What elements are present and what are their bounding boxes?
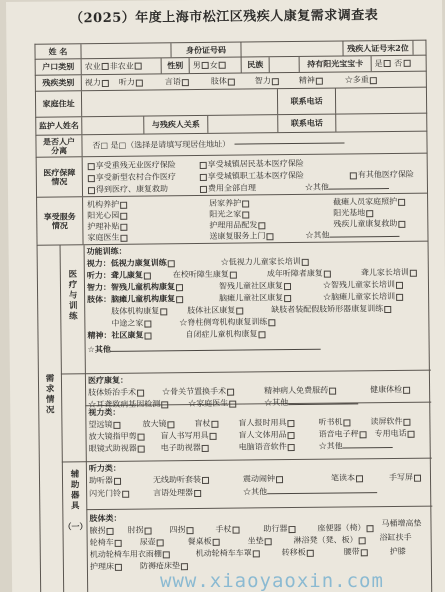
ins-4: 有其他医疗保险 — [357, 169, 414, 180]
agri-checkbox[interactable] — [102, 63, 109, 70]
vision-item: 语音电子秤 — [318, 429, 359, 439]
func-l2d: 聋儿家长培训 — [360, 267, 409, 278]
limb-checkbox[interactable] — [288, 525, 295, 532]
svc-9-checkbox[interactable] — [120, 234, 127, 241]
svc-8-checkbox[interactable] — [398, 220, 405, 227]
med-m1d: 健康体检 — [370, 384, 403, 395]
func-l7b: 自闭症儿童机构康复 — [185, 329, 258, 340]
limb-checkbox[interactable] — [361, 549, 368, 556]
hearing-other-field[interactable] — [267, 492, 377, 494]
insurance-label-line1: 医疗保障 — [43, 166, 76, 178]
svc-9: 家庭医生 — [87, 232, 120, 243]
func-l5b: 肢体社区康复 — [187, 305, 236, 316]
limb-item: 马桶增高垫 — [381, 518, 422, 529]
male-checkbox[interactable] — [202, 62, 209, 69]
ins-2: 享受新型农村合作医疗 — [95, 172, 176, 183]
form-title: （2025）年度上海市松江区残疾人康复需求调查表 — [70, 8, 379, 27]
svc-4: 阳光之家 — [209, 209, 242, 219]
name-field[interactable] — [81, 43, 171, 58]
watermark: www.xiaoyaoxin.com — [160, 570, 384, 592]
func-l4b-checkbox[interactable] — [284, 295, 291, 302]
guardian-phone-field[interactable] — [336, 114, 428, 132]
vision-checkbox[interactable] — [138, 445, 145, 452]
survey-form — [6, 0, 445, 592]
insurance-label — [37, 157, 83, 196]
limb-item: 餐桌板 — [187, 536, 212, 547]
disability-speech: 言语 — [164, 77, 181, 87]
svc-other-field[interactable] — [329, 236, 399, 238]
med-m2b: 家庭医生 — [196, 398, 229, 409]
needs-label: 需求情况 — [43, 373, 55, 416]
guardian-phone-label: 联系电话 — [278, 115, 336, 133]
hearing-checkbox[interactable] — [122, 490, 129, 497]
vision-item: 盲人文体用品 — [238, 430, 287, 440]
ins-2-checkbox[interactable] — [88, 175, 95, 182]
row-address — [35, 87, 427, 117]
svc-5: 阳光基地 — [333, 208, 366, 218]
hearing-item: 言语处理器 — [153, 488, 194, 498]
hearing-checkbox[interactable] — [114, 477, 121, 484]
func-l6b-checkbox[interactable] — [268, 319, 275, 326]
vision-item: 盲人书写用具 — [160, 430, 209, 441]
limb-item: 护理床 — [89, 561, 114, 572]
sunshine-yes-checkbox[interactable] — [384, 60, 391, 67]
func-l4b: 脑瘫儿童社区康复 — [219, 293, 284, 303]
star-icon: ☆ — [162, 387, 171, 397]
svc-10: 送康复服务上门 — [209, 231, 266, 241]
svc-6-checkbox[interactable] — [120, 223, 127, 230]
limb-checkbox[interactable] — [163, 551, 170, 558]
vision-checkbox[interactable] — [288, 432, 295, 439]
sex-label: 性别 — [162, 58, 190, 73]
disability-intellect: 智力 — [254, 76, 271, 86]
func-l2c-checkbox[interactable] — [324, 270, 331, 277]
med-m1c-checkbox[interactable] — [329, 387, 336, 394]
star-icon: ☆ — [304, 182, 314, 192]
med-other-field[interactable] — [288, 403, 358, 405]
phone-field[interactable] — [336, 88, 428, 114]
vision-item: 望远镜 — [88, 419, 113, 430]
vision-head: 视力类： — [88, 406, 121, 418]
sex-options — [190, 58, 242, 74]
star-icon: ☆ — [323, 292, 332, 302]
func-l5c-checkbox[interactable] — [384, 305, 391, 312]
med-m1b: 骨关节置换手术 — [170, 386, 227, 397]
limb-head: 肢体类： — [89, 512, 122, 524]
disability-vision: 视力 — [84, 78, 101, 88]
aids-sub-label: （一） — [63, 521, 88, 532]
func-l2d-checkbox[interactable] — [410, 269, 417, 276]
star-icon: ☆ — [220, 257, 229, 267]
svc-6: 护理补贴 — [87, 221, 120, 232]
id-label: 身份证号码 — [171, 43, 241, 58]
svc-4-checkbox[interactable] — [242, 211, 249, 218]
star-icon: ☆ — [179, 318, 188, 328]
vision-item: 其他 — [326, 441, 343, 451]
hearing-item: 其他 — [251, 487, 268, 497]
ins-1: 享受城镇居民基本医疗保险 — [207, 158, 304, 169]
svc-3: 阳光心园 — [87, 210, 120, 221]
services-label-line1: 享受服务 — [43, 210, 76, 222]
row-services — [36, 193, 428, 245]
services-options — [83, 194, 429, 245]
star-icon: ☆ — [344, 75, 353, 85]
ins-3-checkbox[interactable] — [200, 173, 207, 180]
hearing-checkbox[interactable] — [136, 79, 143, 86]
relation-field[interactable] — [208, 115, 278, 133]
disability-label: 残疾类别 — [36, 75, 82, 90]
limb-checkbox[interactable] — [359, 537, 366, 544]
limb-checkbox[interactable] — [145, 527, 152, 534]
limb-item: 护膝 — [389, 546, 406, 557]
med-m1b-checkbox[interactable] — [227, 388, 234, 395]
func-l8: 其他 — [94, 343, 111, 355]
services-label-line2: 情况 — [51, 219, 68, 231]
vision-checkbox[interactable] — [343, 419, 350, 426]
address-field[interactable] — [82, 89, 278, 116]
insurance-options — [83, 154, 429, 197]
vision-item: 电脑语音软件 — [238, 442, 287, 452]
separation-label-line1: 是否人户 — [42, 135, 76, 147]
female-label: 女 — [209, 60, 218, 70]
func-l3-checkbox[interactable] — [176, 284, 183, 291]
star-icon: ☆ — [88, 400, 97, 410]
limb-checkbox[interactable] — [253, 550, 260, 557]
ins-other-field[interactable] — [329, 188, 389, 190]
func-l4c-checkbox[interactable] — [396, 293, 403, 300]
ins-4-checkbox[interactable] — [350, 172, 357, 179]
med-m2c: 其他 — [272, 398, 289, 408]
ethnic-field[interactable] — [270, 57, 300, 72]
limb-checkbox[interactable] — [228, 78, 235, 85]
services-label — [37, 197, 83, 244]
func-l5: 肢体机构康复 — [111, 306, 160, 316]
vision-item: 盲杖 — [194, 418, 211, 429]
func-l2c: 成年听障者康复 — [266, 268, 323, 279]
hearing-item: 震动闹钟 — [242, 474, 276, 484]
no-label: 否 — [394, 58, 403, 68]
cert-label: 残疾人证号末2位 — [343, 41, 413, 56]
nonagri-label: 非农业 — [109, 61, 134, 71]
disability-limb: 肢体 — [210, 76, 227, 86]
func-l2-checkbox[interactable] — [144, 272, 151, 279]
func-l5c: 缺肢者装配假肢矫形器康复训练 — [271, 304, 384, 315]
svc-7-checkbox[interactable] — [258, 222, 265, 229]
vision-checkbox[interactable] — [288, 444, 295, 451]
vision-item: 电子助视器 — [160, 442, 201, 453]
vision-checkbox[interactable] — [287, 420, 294, 427]
vision-item: 放大镜 — [142, 419, 167, 429]
sunshine-options — [372, 56, 428, 72]
med-m1-checkbox[interactable] — [137, 389, 144, 396]
hearing-item: 笔读本 — [330, 473, 356, 483]
vision-item: 盲人报时用具 — [238, 418, 287, 428]
hearing-checkbox[interactable] — [356, 475, 363, 482]
star-icon: ☆ — [87, 345, 95, 355]
vision-checkbox[interactable] — [113, 421, 120, 428]
current-address-field[interactable] — [234, 142, 344, 144]
limb-checkbox[interactable] — [213, 538, 220, 545]
hearing-item: 无线助听套装 — [152, 474, 202, 485]
func-l4-checkbox[interactable] — [176, 296, 183, 303]
hearing-item: 手写屏 — [388, 472, 414, 483]
speech-checkbox[interactable] — [182, 79, 189, 86]
limb-item: 转移板 — [281, 547, 306, 558]
guardian-label: 监护人姓名 — [36, 117, 82, 134]
star-icon: ☆ — [318, 441, 327, 451]
vision-item: 读屏软件 — [370, 416, 403, 427]
star-icon: ☆ — [188, 399, 197, 409]
hearing-checkbox[interactable] — [414, 474, 421, 481]
ins-3: 享受城镇职工基本医疗保险 — [207, 170, 304, 181]
limb-item: 四拐 — [169, 525, 186, 535]
yes-label: 是 — [374, 59, 383, 69]
star-icon: ☆ — [243, 487, 252, 497]
address-label: 家庭住址 — [36, 91, 82, 116]
ins-0-checkbox[interactable] — [88, 163, 95, 170]
limb-checkbox[interactable] — [115, 539, 122, 546]
func-head: 功能训练： — [86, 245, 127, 257]
disability-multiple: 多重 — [352, 75, 369, 85]
vision-other-field[interactable] — [343, 447, 393, 449]
med-m2b-checkbox[interactable] — [229, 400, 236, 407]
med-m2: 耳聋致病基因检测 — [96, 399, 161, 410]
vision-checkbox[interactable] — [138, 433, 145, 440]
limb-item: 机动轮椅车车罩 — [195, 548, 252, 559]
hearing-item: 闪光门铃 — [89, 488, 122, 499]
male-label: 男 — [192, 60, 201, 71]
aids-label: 辅助器具 — [68, 469, 80, 512]
vision-checkbox[interactable] — [360, 431, 367, 438]
hearing-checkbox[interactable] — [276, 476, 283, 483]
vision-item: 眼镜式助视器 — [88, 443, 137, 454]
svc-7: 护理用品配发 — [209, 220, 258, 230]
func-l1b: 低视力儿童家长培训 — [228, 256, 301, 267]
vision-item: 放大镜指甲剪 — [88, 431, 137, 442]
svc-8: 残疾儿童康复救助 — [333, 218, 398, 229]
func-l3c: 智残儿童家长培训 — [330, 279, 396, 290]
svc-2-checkbox[interactable] — [398, 198, 405, 205]
agri-label: 农业 — [84, 62, 101, 72]
vision-checkbox[interactable] — [210, 432, 217, 439]
limb-item: 腋拐 — [89, 525, 106, 536]
ins-6-checkbox[interactable] — [200, 185, 207, 192]
svc-11: 其他 — [313, 230, 330, 240]
hearing-checkbox[interactable] — [194, 489, 201, 496]
med-m1: 肢体矫治手术 — [88, 387, 137, 398]
func-l7b-checkbox[interactable] — [258, 331, 265, 338]
nonagri-checkbox[interactable] — [135, 63, 142, 70]
ins-5-checkbox[interactable] — [88, 187, 95, 194]
func-l4c: 脑瘫儿童家长培训 — [331, 291, 396, 302]
med-m2-checkbox[interactable] — [161, 401, 168, 408]
row-medical-insurance — [36, 153, 428, 197]
func-l5-checkbox[interactable] — [160, 308, 167, 315]
func-l7: 精神：社区康复 — [87, 329, 144, 341]
female-checkbox[interactable] — [219, 62, 226, 69]
svc-0: 机构养护 — [87, 199, 120, 210]
svc-1-checkbox[interactable] — [242, 200, 249, 207]
vision-checkbox[interactable] — [167, 421, 174, 428]
svc-0-checkbox[interactable] — [120, 201, 127, 208]
limb-checkbox[interactable] — [265, 538, 272, 545]
hearing-item: 助听器 — [88, 475, 114, 486]
separation-label-line2: 分离 — [51, 144, 68, 156]
id-field[interactable] — [241, 41, 343, 56]
star-icon: ☆ — [305, 230, 314, 240]
func-l2b: 在校听障生康复 — [172, 269, 229, 280]
hukou-label: 户口类别 — [36, 59, 82, 74]
hukou-options — [82, 58, 162, 74]
svc-3-checkbox[interactable] — [120, 212, 127, 219]
func-l7-checkbox[interactable] — [144, 332, 151, 339]
guardian-field[interactable] — [82, 117, 144, 135]
func-l3b-checkbox[interactable] — [284, 283, 291, 290]
vision-checkbox[interactable] — [202, 444, 209, 451]
intellect-checkbox[interactable] — [272, 78, 279, 85]
limb-checkbox[interactable] — [187, 527, 194, 534]
func-l3: 智力：智残儿童机构康复 — [86, 281, 176, 293]
phone-label: 联系电话 — [278, 89, 336, 115]
relation-label: 与残疾人关系 — [144, 116, 208, 134]
cert-field[interactable] — [413, 41, 427, 55]
limb-checkbox[interactable] — [233, 526, 240, 533]
med-m1d-checkbox[interactable] — [403, 386, 410, 393]
func-l1-checkbox[interactable] — [168, 260, 175, 267]
func-l6-checkbox[interactable] — [144, 320, 151, 327]
limb-item: 腰带 — [343, 547, 360, 557]
func-l3c-checkbox[interactable] — [396, 281, 403, 288]
limb-item: 助行器 — [263, 524, 288, 534]
svc-2: 截瘫人员家庭照护 — [333, 196, 398, 207]
limb-checkbox[interactable] — [157, 539, 164, 546]
star-icon: ☆ — [264, 398, 273, 408]
func-l5b-checkbox[interactable] — [236, 307, 243, 314]
medical-head: 医疗康复： — [87, 374, 129, 386]
ins-0: 享受重残无业医疗保险 — [95, 160, 176, 171]
vision-checkbox[interactable] — [408, 430, 415, 437]
limb-item: 坐垫 — [247, 536, 264, 546]
limb-checkbox[interactable] — [366, 525, 373, 532]
vision-item: 听书机 — [318, 417, 343, 427]
func-l4: 肢体：脑瘫儿童机构康复 — [87, 293, 176, 305]
ethnic-label: 民族 — [242, 57, 270, 72]
func-l1: 视力：低视力康复训练 — [86, 257, 167, 269]
limb-item: 轮椅车 — [89, 537, 114, 548]
multiple-checkbox[interactable] — [370, 77, 377, 84]
ins-1-checkbox[interactable] — [200, 161, 207, 168]
name-label: 姓 名 — [35, 44, 81, 58]
func-l6b: 脊柱侧弯机构康复训练 — [187, 317, 268, 328]
limb-checkbox[interactable] — [307, 549, 314, 556]
ins-6: 费用全部自理 — [207, 183, 257, 193]
ins-5: 得到医疗、康复救助 — [95, 184, 169, 195]
func-l1b-checkbox[interactable] — [302, 258, 309, 265]
limb-item: 肘拐 — [127, 525, 144, 535]
limb-checkbox[interactable] — [107, 527, 114, 534]
disability-mental: 精神 — [298, 75, 315, 85]
sunshine-no-checkbox[interactable] — [403, 60, 410, 67]
limb-item: 座便器（椅） — [317, 523, 366, 533]
func-l2: 听力：聋儿康复 — [86, 269, 143, 281]
hearing-head: 听力类： — [88, 462, 121, 474]
med-m1c: 精神病人免费服药 — [264, 385, 329, 396]
limb-item: 手杖 — [215, 524, 232, 534]
vision-checkbox[interactable] — [102, 79, 109, 86]
limb-item: 尿壶 — [139, 537, 156, 547]
limb-item: 防褥疮床垫 — [139, 561, 180, 571]
limb-item: 浴缸扶手 — [379, 532, 412, 543]
limb-checkbox[interactable] — [115, 563, 122, 570]
sunshine-label: 持有阳光宝宝卡 — [300, 56, 372, 72]
limb-checkbox[interactable] — [181, 563, 188, 570]
hearing-checkbox[interactable] — [202, 476, 209, 483]
disability-hearing: 听力 — [118, 77, 135, 87]
func-l6: 中途之家 — [111, 318, 144, 328]
svc-1: 居家养护 — [209, 198, 242, 208]
ins-7: 其他 — [312, 182, 330, 192]
insurance-label-line2: 情况 — [51, 175, 68, 187]
vision-checkbox[interactable] — [211, 420, 218, 427]
star-icon: ☆ — [322, 280, 332, 290]
separation-text: 否□ 是□（选择是请填写现居住地址） — [92, 139, 231, 151]
limb-item: 淋浴凳（凳、板） — [293, 535, 358, 546]
func-other-field[interactable] — [111, 349, 321, 352]
svc-10-checkbox[interactable] — [266, 233, 273, 240]
vision-checkbox[interactable] — [403, 418, 410, 425]
func-l3b: 智残儿童社区康复 — [218, 281, 284, 291]
limb-item: 机动轮椅车用衣雨棚 — [89, 549, 162, 560]
mental-checkbox[interactable] — [316, 77, 323, 84]
svc-5-checkbox[interactable] — [366, 210, 373, 217]
medical-training-label: 医疗与训练 — [66, 269, 78, 322]
func-l2b-checkbox[interactable] — [230, 271, 237, 278]
separation-label — [36, 135, 82, 156]
vision-item: 专用电话 — [374, 428, 407, 439]
